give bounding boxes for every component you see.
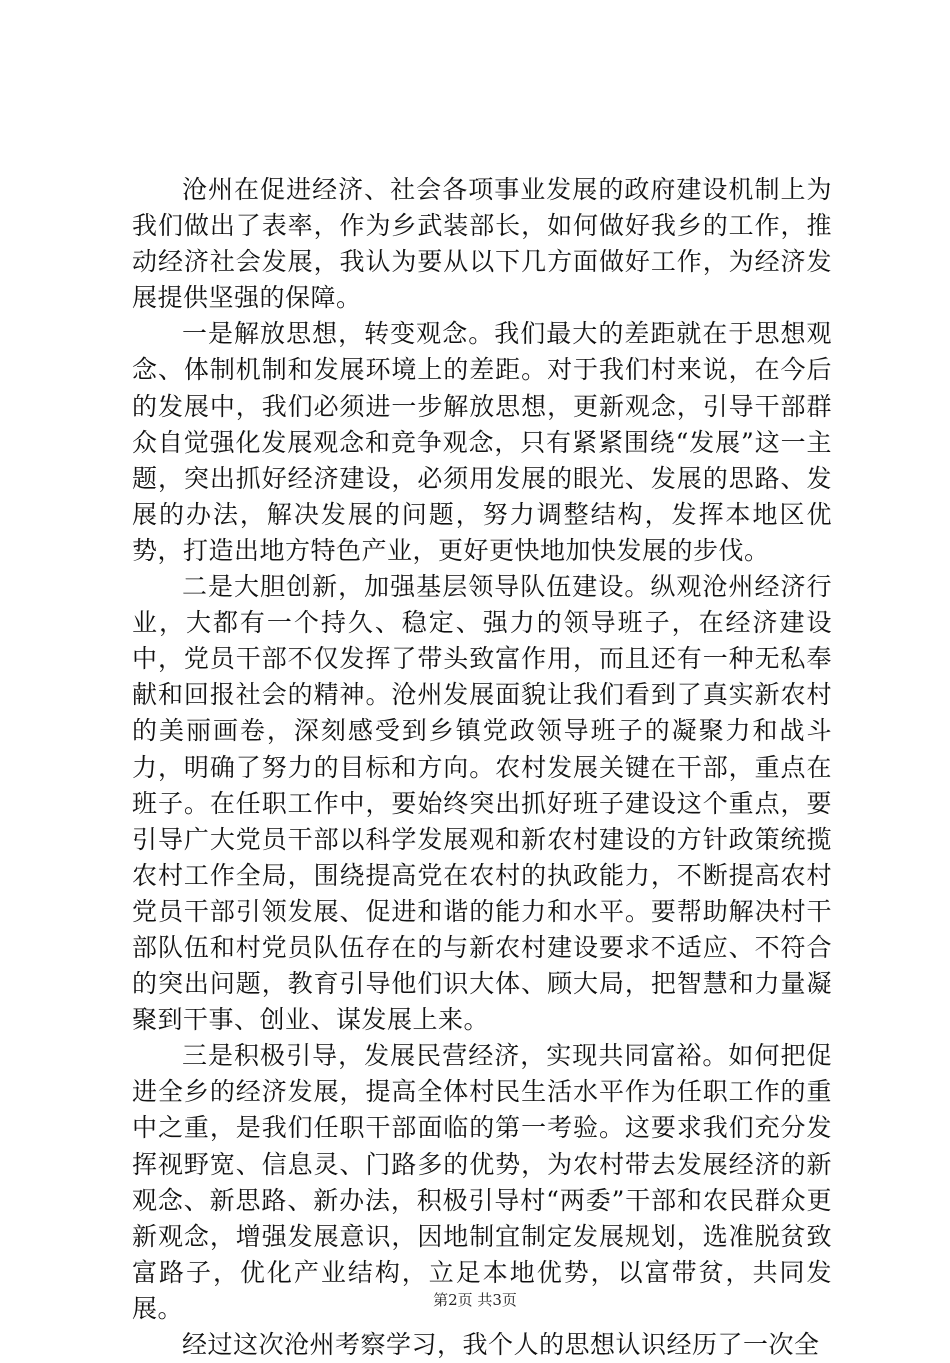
page-number-footer: 第2页 共3页 bbox=[433, 1291, 517, 1309]
paragraph: 二是大胆创新，加强基层领导队伍建设。纵观沧州经济行业，大都有一个持久、稳定、强力的领导班子，在经济建设中，党员干部不仅发挥了带头致富作用，而且还有一种无私奉献和回报社会的精神。沧州发展面貌让我们看到了真实新农村的美丽画卷，深刻感受到乡镇党政领导班子的凝聚力和战斗力，明确了努力的目标和方向。农村发展关键在干部，重点在班子。在任职工作中，要始终突出抓好班子建设这个重点，要引导广大党员干部以科学发展观和新农村建设的方针政策统揽农村工作全局，围绕提高党在农村的执政能力，不断提高农村党员干部引领发展、促进和谐的能力和水平。要帮助解决村干部队伍和村党员队伍存在的与新农村建设要求不适应、不符合的突出问题，教育引导他们识大体、顾大局，把智慧和力量凝聚到干事、创业、谋发展上来。 bbox=[132, 572, 832, 1035]
paragraph: 一是解放思想，转变观念。我们最大的差距就在于思想观念、体制机制和发展环境上的差距。对于我们村来说，在今后的发展中，我们必须进一步解放思想，更新观念，引导干部群众自觉强化发展观念和竞争观念，只有紧紧围绕“发展”这一主题，突出抓好经济建设，必须用发展的眼光、发展的思路、发展的办法，解决发展的问题，努力调整结构，发挥本地区优势，打造出地方特色产业，更好更快地加快发展的步伐。 bbox=[132, 319, 832, 565]
paragraph: 三是积极引导，发展民营经济，实现共同富裕。如何把促进全乡的经济发展，提高全体村民生活水平作为任职工作的重中之重，是我们任职干部面临的第一考验。这要求我们充分发挥视野宽、信息灵、门路多的优势，为农村带去发展经济的新观念、新思路、新办法，积极引导村“两委”干部和农民群众更新观念，增强发展意识，因地制宜制定发展规划，选准脱贫致富路子，优化产业结构，立足本地优势，以富带贫，共同发展。 bbox=[132, 1041, 832, 1323]
document-body bbox=[132, 172, 832, 1363]
paragraph: 沧州在促进经济、社会各项事业发展的政府建设机制上为我们做出了表率，作为乡武装部长，如何做好我乡的工作，推动经济社会发展，我认为要从以下几方面做好工作，为经济发展提供坚强的保障。 bbox=[132, 175, 832, 313]
paragraph: 经过这次沧州考察学习，我个人的思想认识经历了一次全 bbox=[182, 1330, 820, 1359]
